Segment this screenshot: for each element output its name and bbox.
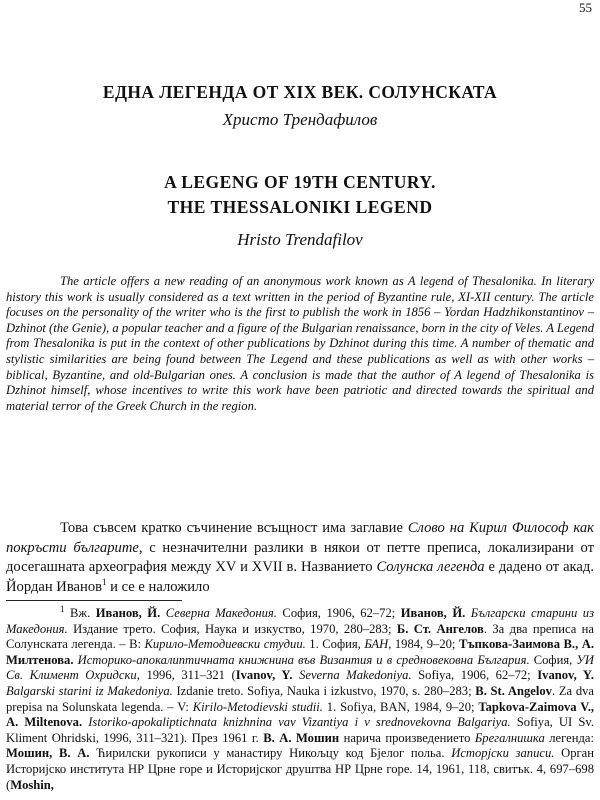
footnote-text: Sofiya, UI Sv. Kliment Ohridski, 1996, 311–321). През 1961 г. [6, 715, 594, 745]
footnote-work-title: Balgarski starini iz Makedoniya. [6, 683, 173, 698]
footnote-author: B. St. Angelov [475, 683, 552, 698]
author-name-english: Hristo Trendafilov [237, 230, 363, 249]
author-name-bulgarian: Христо Трендафилов [222, 110, 378, 129]
footnote-work-title: Северна Македония. [165, 606, 277, 620]
footnote-text: София, [529, 652, 577, 667]
footnote-work-title: Брегалнишка [474, 730, 545, 745]
footnote-text: Ћирилски рукописи у манастиру Никољцу код Бјелог польа. [89, 746, 452, 761]
footnote-text: нарича произведението [339, 730, 475, 745]
footnote-author: Tapkova-Zaimova V., A. Miltenova. [6, 699, 594, 730]
footnote-work-title: Kirilo-Metodievski studii. [192, 699, 323, 714]
body-text [6, 519, 594, 597]
body-text-span: , с незначителни разлики в някои от петте преписа, локализирани от досегашната археография между XV и XVII в. Названието [6, 539, 594, 576]
body-text-span: е дадено от акад. Йордан Иванов [6, 559, 594, 595]
footnotes [6, 603, 595, 793]
footnote-work-title: Istoriko-apokaliptichnata knizhnina vav Vizantiya i v srednovekovna Balgariya. [88, 715, 511, 730]
footnote-text: , 1984, 9–20; [388, 637, 459, 652]
footnote-text: 1. Sofiya, BAN, 1984, 9–20; [322, 699, 479, 714]
footnote-text: . Za dva prepisa na Solunskata legenda. – V: [6, 683, 595, 714]
footnote-work-title: Историко-апокалиптичната книжнина във Византия и в средновековна България. [77, 652, 530, 667]
footnote-1 [6, 603, 595, 793]
footnote-work-title: Кирило-Методиевски студии. [144, 637, 306, 652]
footnote-author: Ivanov, Y. [235, 668, 293, 683]
footnote-work-title: Severna Makedoniya. [299, 668, 412, 683]
footnote-text: Издание трето. София, Наука и изкуство, 1970, 280–283; [67, 621, 397, 636]
body-text-span: и се е наложило [106, 578, 210, 595]
footnote-work-title: Исторјски записи. [451, 746, 555, 761]
footnote-text: Вж. [64, 606, 96, 620]
footnote-text: София, 1906, 62–72; [276, 606, 401, 620]
footnote-author: Иванов, Й. [95, 606, 161, 620]
article-title-english-line-2: THE THESSALONIKI LEGEND [167, 197, 433, 217]
footnote-text: легенда: [544, 730, 594, 745]
footnote-work-title: Български старини из Македония. [6, 606, 594, 636]
footnote-publisher: УИ Св. Климент Охридски [6, 652, 594, 683]
abstract-paragraph: The article offers a new reading of an anonymous work known as A legend of Thesalonika. In literary history this work is usually considered as a text written in the period of Byzantine rule, XI-XII century. The article focuses on the personality of the writer who is the first to publish the work in 1856 – Yordan Hadzhikonstantinov – Dzhinot (the Genie), a popular teacher and a figure of the Bulgarian renaissance, born in the city of Veles. A Legend from Thesalonika is put in the context of other publications by Dzhinot during this time. A number of thematic and stylistic similarities are being found between The Legend and these publications as well as with other works – biblical, Byzantine, and old-Bulgarian ones. A conclusion is made that the author of A legend of Thesalonika is Dzhinot himself, whose incentives to write this work have been patriotic and directed towards the spiritual and material terror of the Greek Church in the region. [6, 274, 594, 413]
article-title-bulgarian: ЕДНА ЛЕГЕНДА ОТ XIX ВЕК. СОЛУНСКАТА [102, 82, 498, 102]
footnote-author: Б. Ст. Ангелов [396, 621, 484, 636]
footnote-text: Орган Историјско института НР Црне горе и Историјског друштва НР Црне горе. 14, 1961, 118, свитък. 4, 697–698 ( [6, 746, 594, 792]
footnote-text: Izdanie treto. Sofiya, Nauka i izkustvo, 1970, s. 280–283; [172, 683, 476, 698]
page-number: 55 [579, 0, 592, 15]
article-title-english-line-1: A LEGENG OF 19TH CENTURY. [164, 172, 436, 192]
work-title-italic: Слово на Кирил Философ как покръсти българите [6, 520, 594, 556]
footnote-number: 1 [60, 603, 65, 614]
body-text-span: Това съвсем кратко съчинение всъщност има заглавие [60, 520, 408, 536]
footnote-author: Иванов, Й. [400, 606, 466, 620]
footnote-text: , 1996, 311–321 ( [136, 668, 236, 683]
article-title-english [0, 170, 600, 220]
body-paragraph [6, 519, 594, 597]
footnote-divider [6, 600, 182, 601]
footnote-author: Мошин, В. А. [6, 746, 90, 761]
footnote-author: Тъпкова-Заимова В., А. Милтенова. [6, 637, 594, 667]
footnote-author: Ivanov, Y. [537, 668, 594, 683]
footnote-author: Moshin, [10, 777, 54, 792]
footnote-text: . За два преписа на Солунската легенда. – В: [6, 621, 595, 652]
footnote-reference[interactable]: 1 [102, 576, 107, 587]
work-name-italic: Солунска легенда [376, 559, 485, 576]
footnote-publisher: БАН [364, 637, 389, 652]
footnote-text: 1. София, [305, 637, 365, 652]
abstract [6, 274, 594, 414]
footnote-author: В. А. Мошин [263, 730, 340, 745]
footnote-text: Sofiya, 1906, 62–72; [411, 668, 538, 683]
